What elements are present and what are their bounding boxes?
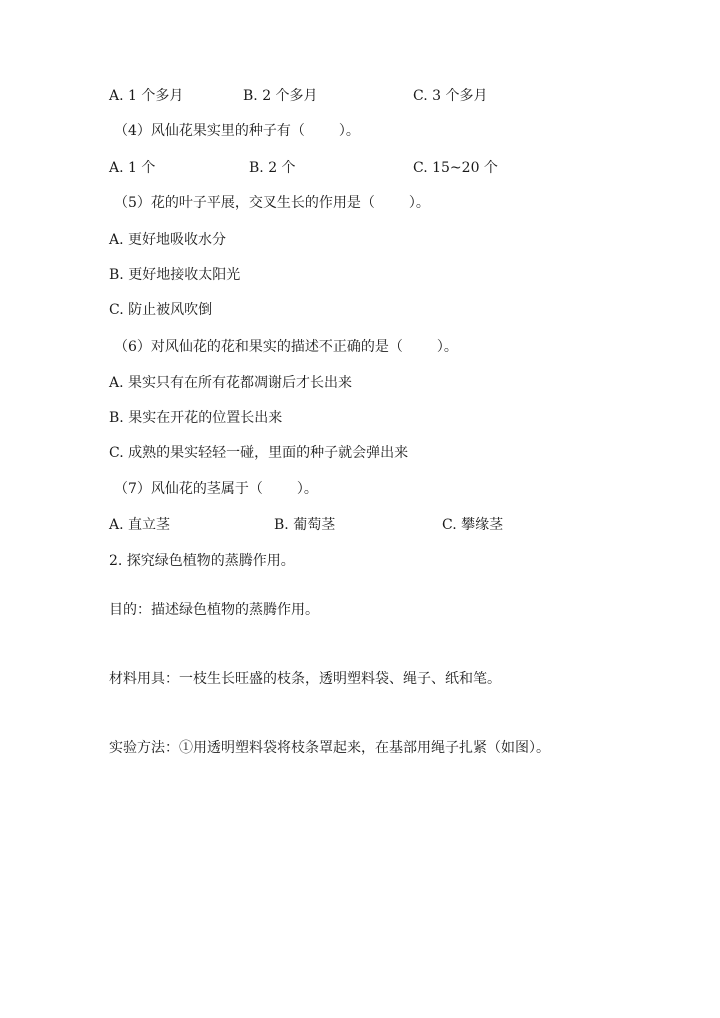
q7-option-a: A. 直立茎: [109, 517, 171, 533]
q3-option-a: A. 1 个多月: [109, 88, 184, 104]
q5-stem: [114, 193, 430, 213]
q7-stem-text: （7）风仙花的茎属于（: [114, 481, 263, 497]
q7-stem: [114, 479, 318, 499]
q4-stem-text: （4）风仙花果实里的种子有（: [114, 123, 305, 139]
q7-options: [0, 515, 720, 535]
q3-option-b: B. 2 个多月: [243, 88, 318, 104]
q4-stem: [114, 121, 360, 141]
q5-option-b: B. 更好地接收太阳光: [109, 267, 241, 283]
q3-options: [0, 86, 720, 106]
q3-option-c: C. 3 个多月: [413, 88, 488, 104]
q4-stem-end: ）。: [338, 123, 360, 139]
experiment-materials: 材料用具：一枝生长旺盛的枝条，透明塑料袋、绳子、纸和笔。: [109, 671, 501, 687]
experiment-method: 实验方法：①用透明塑料袋将枝条罩起来，在基部用绳子扎紧（如图）。: [109, 740, 550, 756]
q7-option-b: B. 葡萄茎: [274, 517, 336, 533]
experiment-heading: 2. 探究绿色植物的蒸腾作用。: [109, 553, 295, 569]
q7-stem-end: ）。: [296, 481, 318, 497]
q4-option-b: B. 2 个: [249, 160, 296, 176]
q4-option-c: C. 15~20 个: [413, 160, 498, 176]
q4-options: [0, 158, 720, 178]
q5-stem-end: ）。: [408, 195, 430, 211]
q5-option-a: A. 更好地吸收水分: [109, 232, 227, 248]
q7-option-c: C. 攀缘茎: [442, 517, 504, 533]
q6-stem: [114, 337, 458, 357]
q6-option-c: C. 成熟的果实轻轻一碰，里面的种子就会弹出来: [109, 445, 409, 461]
experiment-purpose: 目的：描述绿色植物的蒸腾作用。: [109, 602, 319, 618]
q6-option-b: B. 果实在开花的位置长出来: [109, 410, 283, 426]
q6-stem-end: ）。: [436, 339, 458, 355]
q5-stem-text: （5）花的叶子平展，交叉生长的作用是（: [114, 195, 375, 211]
q5-option-c: C. 防止被风吹倒: [109, 302, 213, 318]
q6-option-a: A. 果实只有在所有花都凋谢后才长出来: [109, 375, 353, 391]
q6-stem-text: （6）对风仙花的花和果实的描述不正确的是（: [114, 339, 403, 355]
q4-option-a: A. 1 个: [109, 160, 156, 176]
